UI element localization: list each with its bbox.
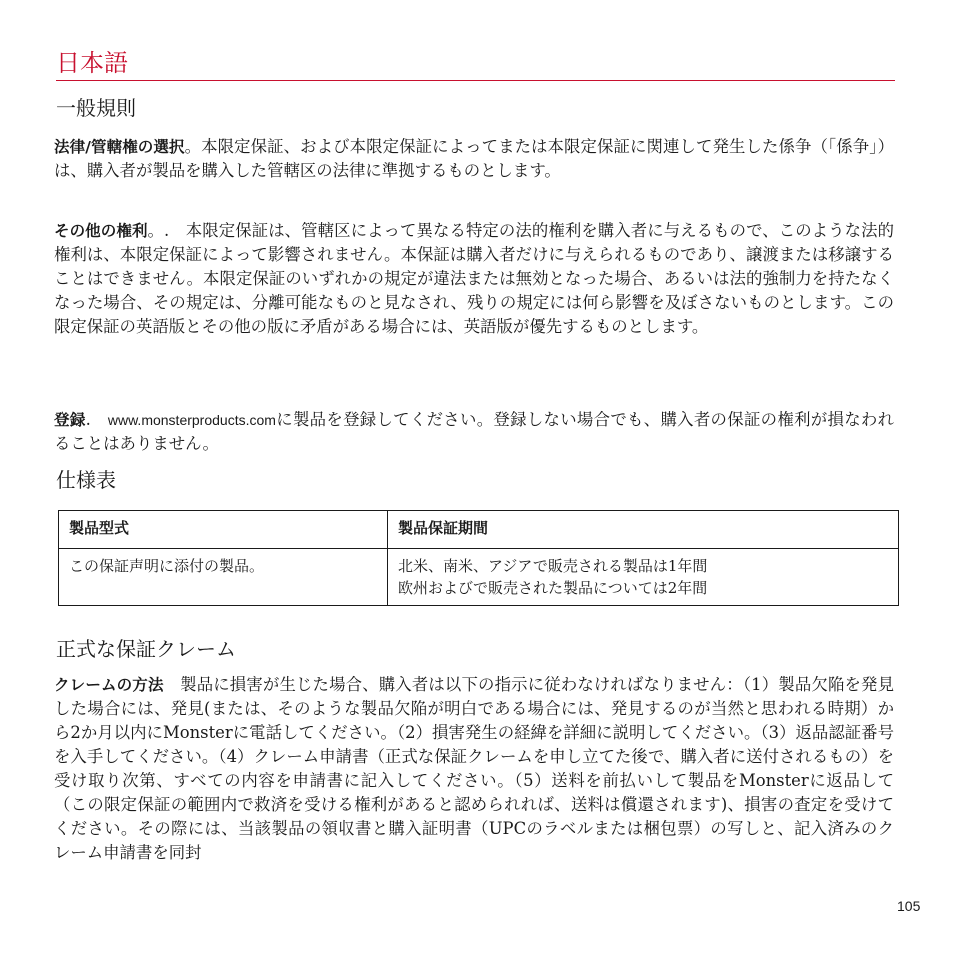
cell-model: この保証声明に添付の製品。 bbox=[59, 549, 388, 606]
registration-paragraph bbox=[54, 408, 894, 456]
registration-text: に製品を登録してください。登録しない場合でも、購入者の保証の権利が損なわれることはありません。 bbox=[54, 410, 894, 453]
law-paragraph bbox=[54, 135, 894, 183]
title-divider bbox=[56, 80, 895, 81]
claim-paragraph bbox=[54, 673, 894, 865]
page-number: 105 bbox=[897, 898, 921, 914]
other-rights-paragraph bbox=[54, 219, 894, 339]
registration-url[interactable]: www.monsterproducts.com bbox=[107, 412, 276, 428]
law-label: 法律/管轄権の選択 bbox=[54, 138, 185, 156]
cell-period bbox=[388, 549, 899, 606]
spec-heading: 仕様表 bbox=[56, 468, 116, 492]
language-title: 日本語 bbox=[56, 49, 128, 77]
registration-label: 登録 bbox=[54, 411, 86, 429]
other-rights-label: その他の権利 bbox=[54, 222, 148, 240]
claim-text: 製品に損害が生じた場合、購入者は以下の指示に従わなければなりません：（1）製品欠陥を発見した場合には、発見(または、そのような製品欠陥が明白である場合には、発見するのが当然と思われる時期）から2か月以内にMonsterに電話してください。（2）損害発生の経緯を詳細に説明してください。（3）返品認証番号を入手してください。（4）クレーム申請書（正式な保証クレームを申し立てた後で、購入者に送付されるもの）を受け取り次第、すべての内容を申請書に記入してください。（5）送料を前払いして製品をMonsterに返品して（この限定保証の範囲内で救済を受ける権利があると認められれば、送料は償還されます)、損害の査定を受けてください。その際には、当該製品の領収書と購入証明書（UPCのラベルまたは梱包票）の写しと、記入済みのクレーム申請書を同封 bbox=[54, 675, 894, 862]
column-header-period: 製品保証期間 bbox=[388, 511, 899, 549]
law-text: 。本限定保証、および本限定保証によってまたは本限定保証に関連して発生した係争（「係争」）は、購入者が製品を購入した管轄区の法律に準拠するものとします。 bbox=[54, 137, 894, 180]
period-line-1: 北米、南米、アジアで販売される製品は1年間 bbox=[398, 557, 708, 575]
spec-header-row bbox=[59, 511, 899, 549]
table-row bbox=[59, 549, 899, 606]
spec-table bbox=[58, 510, 899, 606]
claim-label: クレームの方法 bbox=[54, 676, 164, 694]
other-rights-text: 。. 本限定保証は、管轄区によって異なる特定の法的権利を購入者に与えるもので、このような法的権利は、本限定保証によって影響されません。本保証は購入者だけに与えられるものであり、譲渡または移譲することはできません。本限定保証のいずれかの規定が違法または無効となった場合、あるいは法的強制力を持たなくなった場合、その規定は、分離可能なものと見なされ、残りの規定には何ら影響を及ぼさないものとします。この限定保証の英語版とその他の版に矛盾がある場合には、英語版が優先するものとします。 bbox=[54, 221, 894, 336]
claim-heading: 正式な保証クレーム bbox=[56, 637, 236, 661]
registration-sep: . bbox=[85, 410, 108, 429]
column-header-model: 製品型式 bbox=[59, 511, 388, 549]
period-line-2: 欧州およびで販売された製品については2年間 bbox=[398, 579, 708, 597]
general-heading: 一般規則 bbox=[56, 96, 136, 120]
